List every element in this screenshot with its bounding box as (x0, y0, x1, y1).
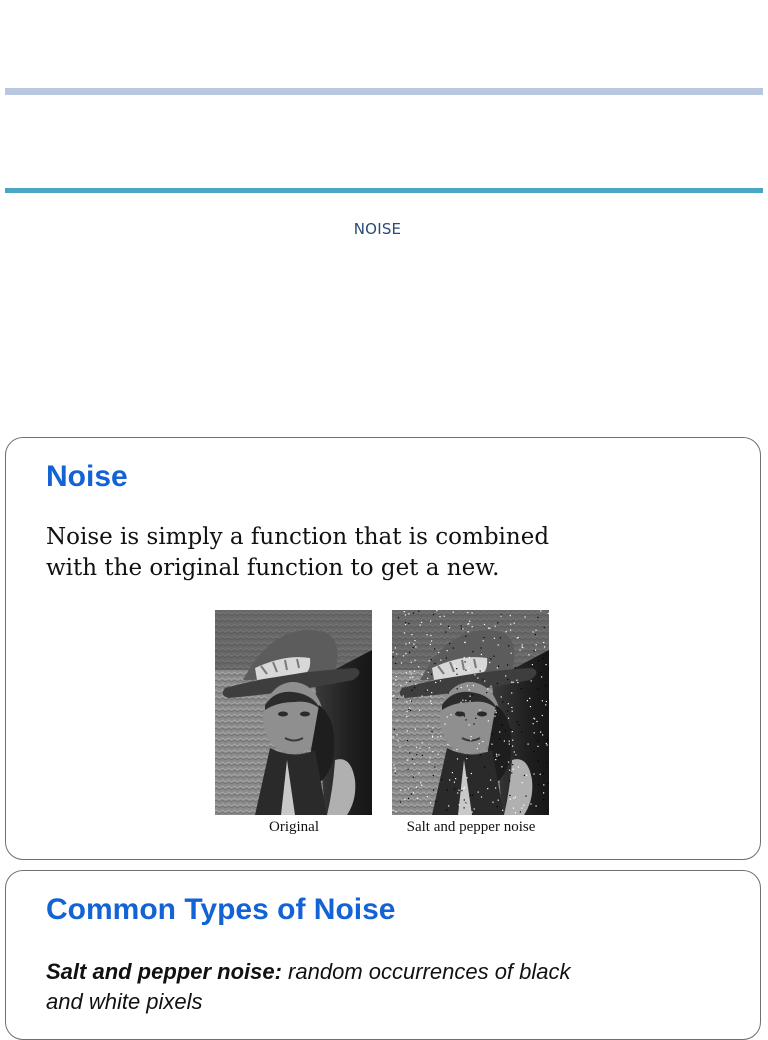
noise-type-term: Salt and pepper noise: (46, 959, 282, 984)
header-rule-bottom (5, 188, 763, 193)
noise-definition-card (5, 437, 761, 860)
card-heading-noise: Noise (46, 460, 128, 493)
noise-type-description: random occurrences of black and white pixels (46, 959, 571, 1014)
section-title: NOISE (353, 220, 402, 238)
noise-type-item (46, 957, 586, 1017)
figure-salt-pepper (392, 610, 550, 836)
figure-caption-original: Original (269, 819, 319, 835)
noise-types-card (5, 870, 761, 1040)
card-heading-noise-types: Common Types of Noise (46, 893, 396, 926)
noise-definition-text: Noise is simply a function that is combined with the original function to get a new. (46, 524, 550, 581)
figure-caption-salt-pepper: Salt and pepper noise (406, 819, 536, 835)
figure-original (215, 610, 373, 836)
salt-pepper-noise-photo (392, 610, 549, 815)
header-rule-top (5, 88, 763, 95)
original-photo (215, 610, 372, 815)
